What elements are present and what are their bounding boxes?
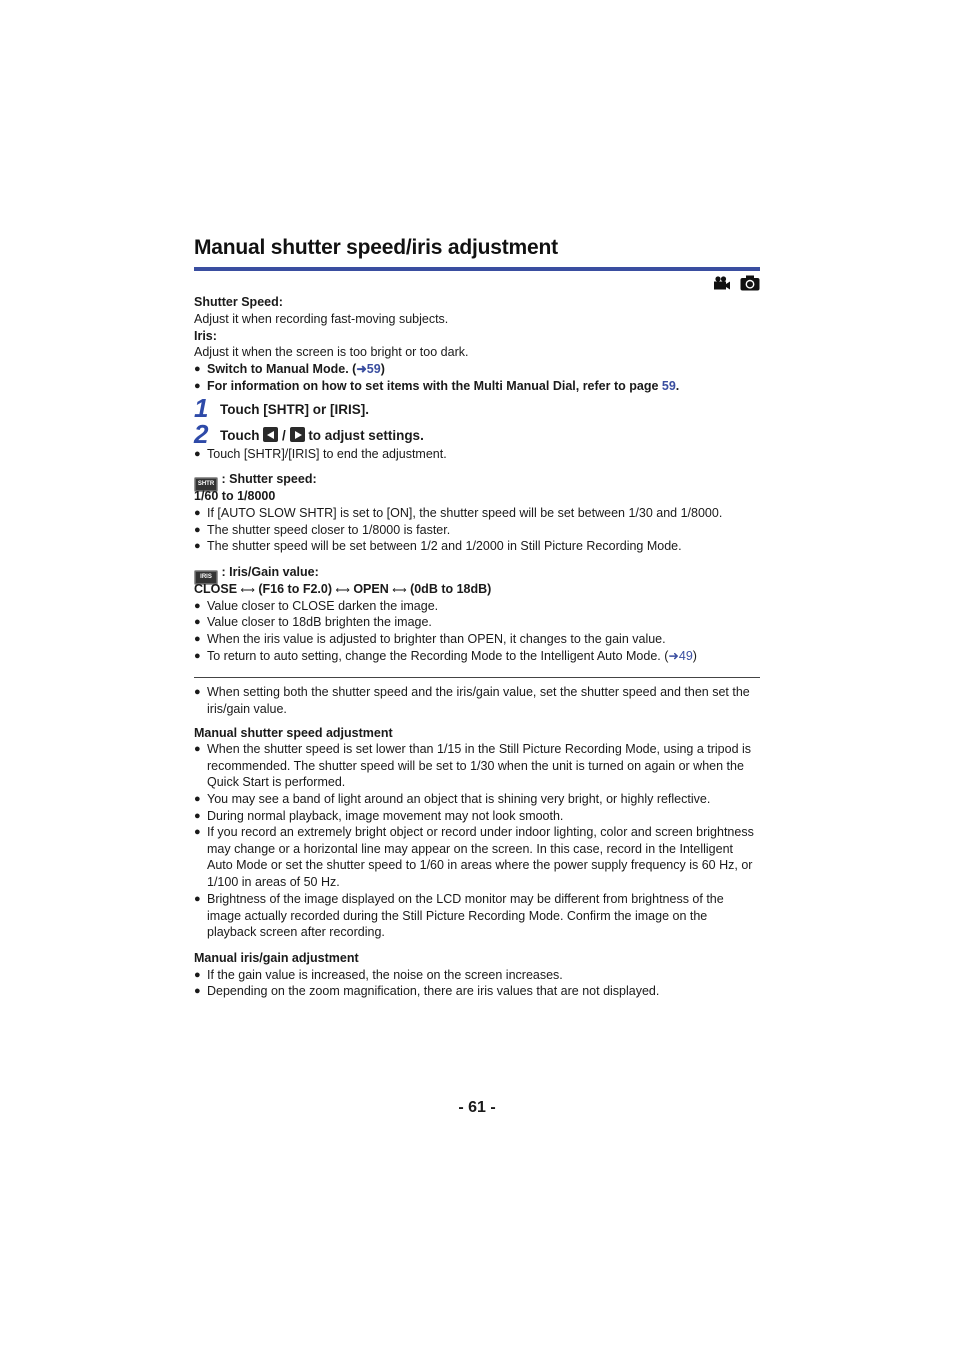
bullet-text: Depending on the zoom magnification, there are iris values that are not displayed. — [207, 984, 660, 998]
bullet-text-close: ) — [692, 649, 697, 663]
bullet-text: If you record an extremely bright object or record under indoor lighting, color and screen brightness may change or a horizontal line may appear on the screen. In this case, record in the Intelligent Auto Mode or set the shutter speed to 1/60 in areas where the power supply frequency is 60 Hz, or 1/100 in areas of 50 Hz. — [207, 825, 754, 889]
page-title: Manual shutter speed/iris adjustment — [194, 236, 558, 259]
bullet-dot: ● — [194, 524, 201, 536]
list-item — [194, 648, 760, 665]
mode-icons — [713, 275, 760, 291]
bullet-text: The shutter speed closer to 1/8000 is faster. — [207, 523, 451, 537]
bullet-dot: ● — [194, 810, 201, 822]
range-part: (F16 to F2.0) — [258, 582, 332, 596]
bullet-text: You may see a band of light around an object that is shining very bright, or highly reflective. — [207, 792, 711, 806]
bullet-dot: ● — [194, 507, 201, 519]
bullet-dot: ● — [194, 616, 201, 628]
shutter-heading-text: : Shutter speed: — [221, 472, 317, 486]
shutter-speed-label: Shutter Speed: — [194, 295, 283, 309]
bullet-text: If the gain value is increased, the noise on the screen increases. — [207, 968, 563, 982]
list-item — [194, 614, 760, 631]
bullet-dot: ● — [194, 633, 201, 645]
iris-label: Iris: — [194, 329, 217, 343]
list-item — [194, 446, 760, 463]
bullet-dot: ● — [194, 793, 201, 805]
range-arrow: ⟷ — [240, 585, 255, 596]
bullet-text: During normal playback, image movement may not look smooth. — [207, 809, 564, 823]
iris-description: Adjust it when the screen is too bright or too dark. — [194, 345, 469, 359]
bullet-dot: ● — [194, 969, 201, 981]
bullet-text: When the iris value is adjusted to brighter than OPEN, it changes to the gain value. — [207, 632, 666, 646]
shutter-range: 1/60 to 1/8000 — [194, 489, 276, 503]
list-item — [194, 824, 760, 890]
list-item — [194, 891, 760, 941]
list-item — [194, 598, 760, 615]
iris-icon: IRIS — [194, 570, 218, 585]
bullet-dot: ● — [194, 743, 201, 755]
bullet-text: Brightness of the image displayed on the LCD monitor may be different from brightness of the image actually recorded during the Still Picture Recording Mode. Confirm the image on the playback screen after recording. — [207, 892, 724, 940]
step-text-after: to adjust settings. — [308, 428, 424, 443]
bullet-dot: ● — [194, 686, 201, 698]
iris-range — [194, 582, 491, 598]
shtr-icon: SHTR — [194, 477, 218, 492]
bullet-dot: ● — [194, 650, 201, 662]
bullet-dot: ● — [194, 893, 201, 905]
bullet-text: When the shutter speed is set lower than 1/15 in the Still Picture Recording Mode, using a tripod is recommended. The shutter speed will be set to 1/30 when the unit is turned on again or when the Quick Start is performed. — [207, 742, 752, 790]
list-item — [194, 983, 760, 1000]
list-item — [194, 505, 760, 522]
bullet-dot: ● — [194, 363, 201, 375]
iris-adjustment-heading: Manual iris/gain adjustment — [194, 951, 359, 965]
page-number: - 61 - — [458, 1099, 496, 1116]
bullet-dot: ● — [194, 380, 201, 392]
bullet-text: The shutter speed will be set between 1/2 and 1/2000 in Still Picture Recording Mode. — [207, 539, 682, 553]
bullet-dot: ● — [194, 985, 201, 997]
list-item — [194, 631, 760, 648]
list-item — [194, 361, 760, 378]
step-note: Touch [SHTR]/[IRIS] to end the adjustment. — [207, 447, 447, 461]
iris-heading-text: : Iris/Gain value: — [221, 565, 319, 579]
bullet-dot: ● — [194, 826, 201, 838]
list-item — [194, 538, 760, 555]
shutter-adjustment-heading: Manual shutter speed adjustment — [194, 726, 393, 740]
list-item — [194, 967, 760, 984]
range-arrow: ⟷ — [335, 585, 350, 596]
page-link-59[interactable]: 59 — [366, 362, 381, 376]
page-link-arrow[interactable]: ➜ — [668, 649, 679, 663]
step-text-1: Touch [SHTR] or [IRIS]. — [220, 402, 369, 417]
list-item — [194, 684, 760, 717]
page-link-arrow[interactable]: ➜ — [356, 362, 367, 376]
shutter-speed-description: Adjust it when recording fast-moving subjects. — [194, 312, 449, 326]
step-text-2 — [220, 427, 424, 443]
step-number-1: 1 — [194, 393, 209, 423]
camera-icon — [740, 275, 760, 291]
bullet-text: If [AUTO SLOW SHTR] is set to [ON], the shutter speed will be set between 1/30 and 1/8000. — [207, 506, 723, 520]
bullet-text: Value closer to 18dB brighten the image. — [207, 615, 432, 629]
bullet-text: Value closer to CLOSE darken the image. — [207, 599, 439, 613]
left-arrow-button-icon[interactable] — [263, 427, 278, 442]
step-separator: / — [282, 428, 286, 443]
bullet-dot: ● — [194, 600, 201, 612]
step-text-before: Touch — [220, 428, 264, 443]
list-item — [194, 378, 760, 395]
step-number-2: 2 — [194, 419, 209, 449]
video-camera-icon — [713, 276, 731, 290]
list-item — [194, 741, 760, 791]
page-link-49[interactable]: 49 — [678, 649, 693, 663]
section-divider — [194, 677, 760, 678]
list-item — [194, 522, 760, 539]
page-link-59[interactable]: 59 — [661, 379, 676, 393]
range-part: CLOSE — [194, 582, 238, 596]
list-item — [194, 791, 760, 808]
bullet-text-close: ) — [380, 362, 385, 376]
bullet-text: For information on how to set items with the Multi Manual Dial, refer to page — [207, 379, 662, 393]
range-arrow: ⟷ — [392, 585, 407, 596]
bullet-text: To return to auto setting, change the Recording Mode to the Intelligent Auto Mode. ( — [207, 649, 669, 663]
bullet-dot: ● — [194, 540, 201, 552]
range-part: (0dB to 18dB) — [410, 582, 492, 596]
bullet-text: When setting both the shutter speed and the iris/gain value, set the shutter speed and then set the iris/gain value. — [207, 685, 750, 716]
list-item — [194, 808, 760, 825]
right-arrow-button-icon[interactable] — [290, 427, 305, 442]
range-part: OPEN — [353, 582, 389, 596]
bullet-text: Switch to Manual Mode. ( — [207, 362, 357, 376]
bullet-text-close: . — [675, 379, 680, 393]
bullet-dot: ● — [194, 448, 201, 460]
title-underline — [194, 267, 760, 271]
